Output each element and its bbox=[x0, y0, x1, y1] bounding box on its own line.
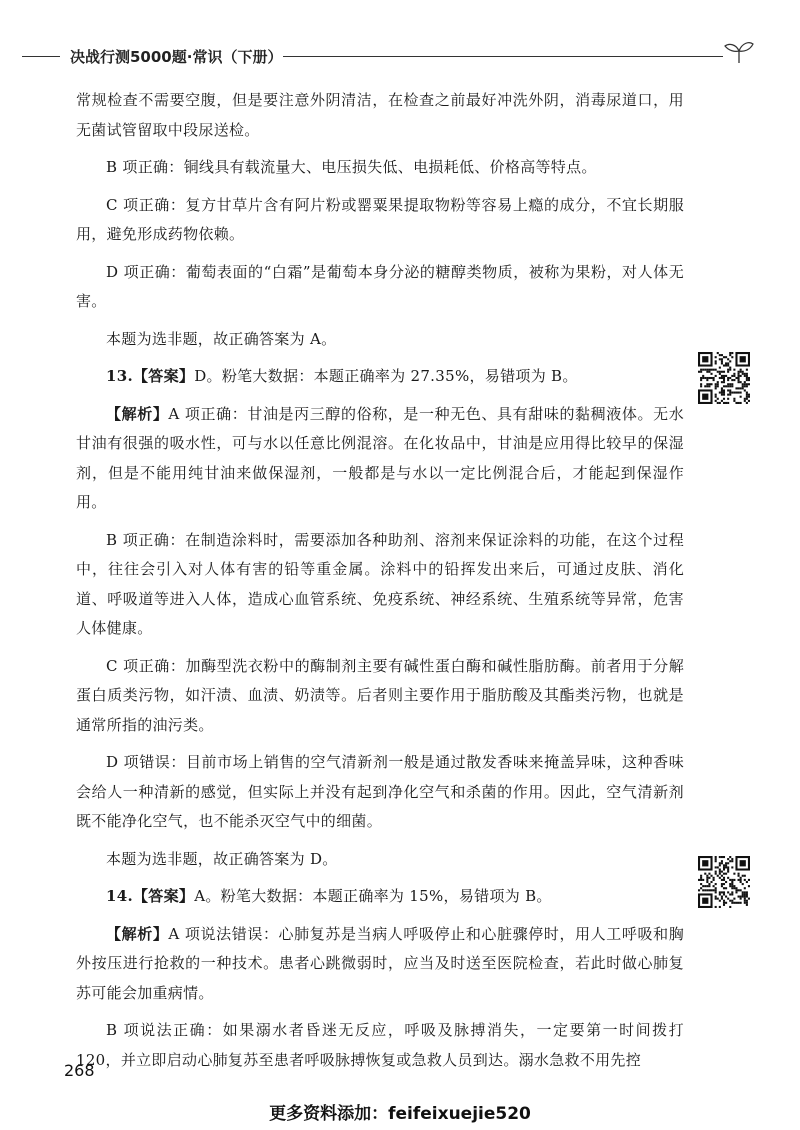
paragraph: 本题为选非题，故正确答案为 A。 bbox=[106, 329, 337, 348]
analysis-14: 【解析】A 项说法错误：心肺复苏是当病人呼吸停止和心脏骤停时，用人工呼吸和胸外按压进行抢救的一种技术。患者心跳微弱时，应当及时送至医院检查，若此时做心肺复苏可能会加重病情。 bbox=[76, 924, 684, 1002]
answer-line-14: 14.【答案】A。粉笔大数据：本题正确率为 15%，易错项为 B。 bbox=[106, 887, 552, 905]
analysis-13: 【解析】A 项正确：甘油是丙三醇的俗称，是一种无色、具有甜味的黏稠液体。无水甘油有很强的吸水性，可与水以任意比例混溶。在化妆品中，甘油是应用得比较早的保湿剂，但是不能用纯甘油来做保湿剂，一般都是与水以一定比例混合后，才能起到保湿作用。 bbox=[76, 404, 684, 511]
analysis-label: 【解析】 bbox=[106, 404, 169, 423]
sprout-icon bbox=[722, 38, 756, 64]
paragraph: C 项正确：复方甘草片含有阿片粉或罂粟果提取物粉等容易上瘾的成分，不宜长期服用，避免形成药物依赖。 bbox=[76, 195, 684, 243]
paragraph: B 项说法正确：如果溺水者昏迷无反应，呼吸及脉搏消失，一定要第一时间拨打 120，并立即启动心肺复苏至患者呼吸脉搏恢复或急救人员到达。溺水急救不用先控 bbox=[76, 1021, 684, 1069]
contact-watermark: 更多资料添加：feifeixuejie520 bbox=[269, 1104, 531, 1124]
answer-line-13: 13.【答案】D。粉笔大数据：本题正确率为 27.35%，易错项为 B。 bbox=[106, 367, 578, 385]
qr-code-icon[interactable] bbox=[698, 856, 750, 908]
paragraph: D 项正确：葡萄表面的“白霜”是葡萄本身分泌的糖醇类物质，被称为果粉，对人体无害。 bbox=[76, 262, 684, 310]
page-number: 268 bbox=[64, 1061, 95, 1080]
qr-code-icon[interactable] bbox=[698, 352, 750, 404]
paragraph: 本题为选非题，故正确答案为 D。 bbox=[106, 849, 338, 868]
header-rule-left bbox=[22, 56, 60, 57]
paragraph: 常规检查不需要空腹，但是要注意外阴清洁，在检查之前最好冲洗外阴，消毒尿道口，用无菌试管留取中段尿送检。 bbox=[76, 91, 684, 139]
answer-label: 13.【答案】 bbox=[106, 367, 195, 385]
paragraph: C 项正确：加酶型洗衣粉中的酶制剂主要有碱性蛋白酶和碱性脂肪酶。前者用于分解蛋白质类污物，如汗渍、血渍、奶渍等。后者则主要作用于脂肪酸及其酯类污物，也就是通常所指的油污类。 bbox=[76, 656, 684, 734]
analysis-label: 【解析】 bbox=[106, 924, 169, 943]
paragraph: B 项正确：铜线具有载流量大、电压损失低、电损耗低、价格高等特点。 bbox=[106, 158, 597, 176]
paragraph: D 项错误：目前市场上销售的空气清新剂一般是通过散发香味来掩盖异味，这种香味会给人一种清新的感觉，但实际上并没有起到净化空气和杀菌的作用。因此，空气清新剂既不能净化空气，也不能杀灭空气中的细菌。 bbox=[76, 753, 684, 830]
header-rule-right bbox=[283, 56, 723, 57]
paragraph: B 项正确：在制造涂料时，需要添加各种助剂、溶剂来保证涂料的功能，在这个过程中，往往会引入对人体有害的铅等重金属。涂料中的铅挥发出来后，可通过皮肤、消化道、呼吸道等进入人体，造成心血管系统、免疫系统、神经系统、生殖系统等异常，危害人体健康。 bbox=[76, 530, 684, 637]
answer-label: 14.【答案】 bbox=[106, 887, 195, 905]
running-header bbox=[0, 44, 800, 68]
header-title: 决战行测5000题·常识（下册） bbox=[70, 48, 283, 66]
answer-explanations bbox=[76, 86, 684, 1083]
